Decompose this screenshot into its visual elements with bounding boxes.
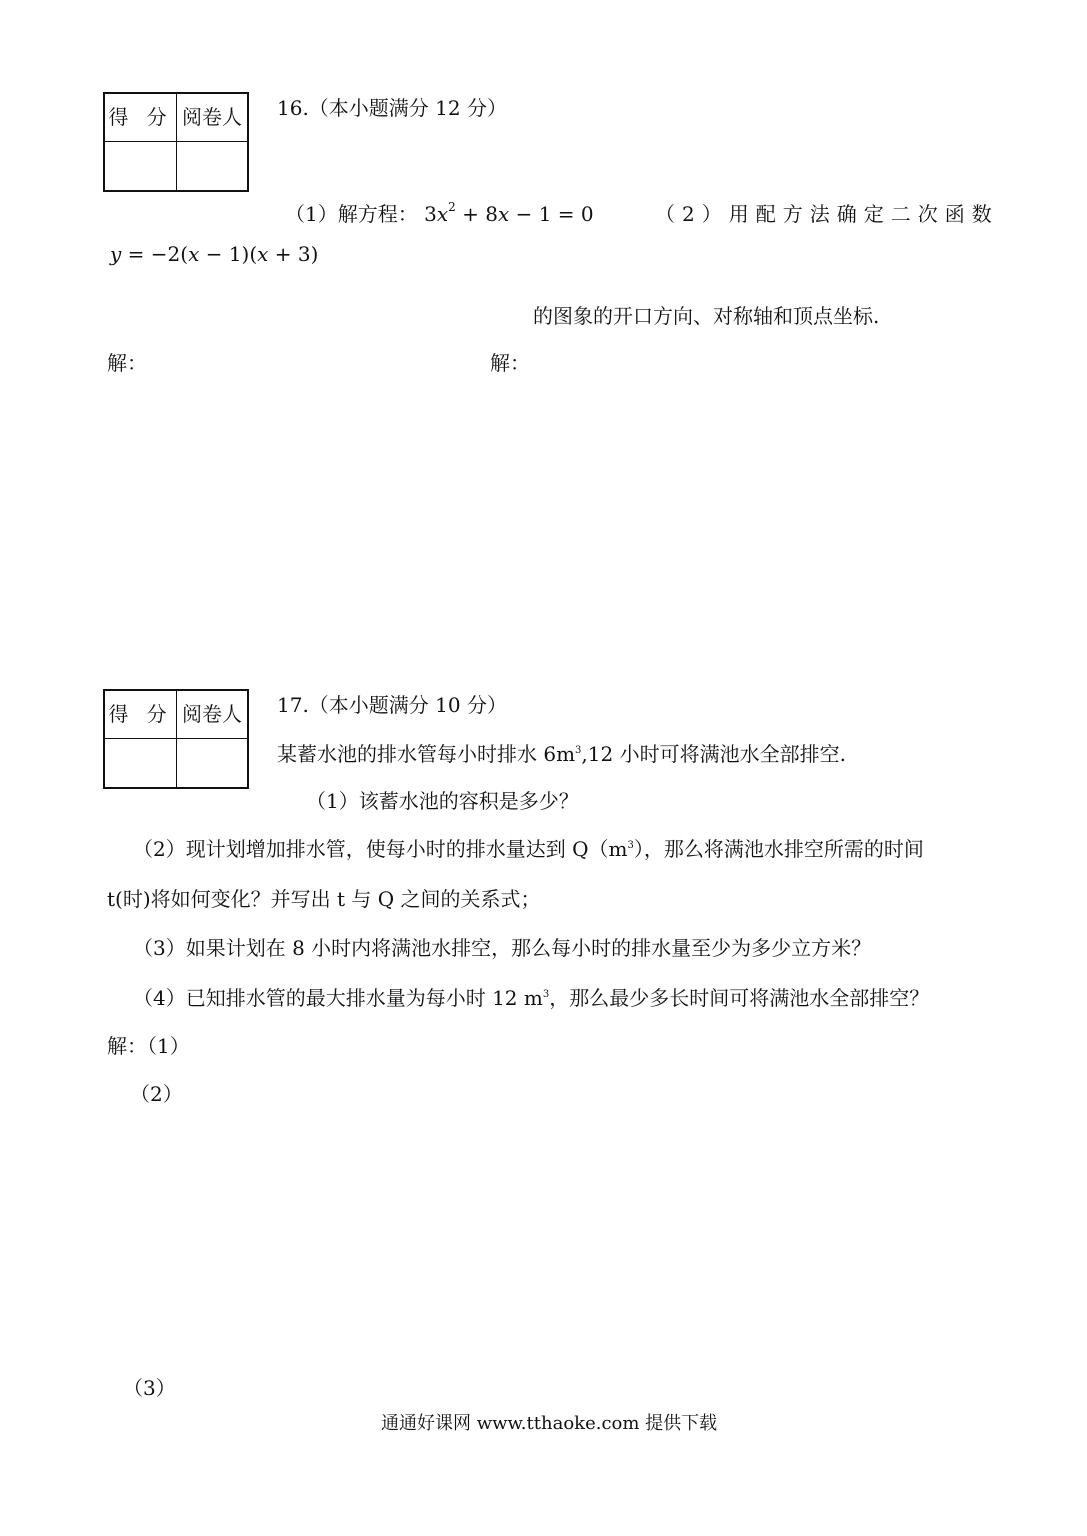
q17-answer-3: （3） xyxy=(123,1376,176,1400)
q16-equation: $3x^2 + 8x - 1 = 0$ xyxy=(424,200,594,226)
grader-label: 阅卷人 xyxy=(177,691,247,739)
q17-part3: （3）如果计划在 8 小时内将满池水排空，那么每小时的排水量至少为多少立方米？ xyxy=(133,936,872,960)
q16-answer-right: 解： xyxy=(490,351,530,375)
q17-title: 17.（本小题满分 10 分） xyxy=(277,693,507,717)
score-input-cell[interactable] xyxy=(105,739,177,787)
score-input-cell[interactable] xyxy=(105,142,177,190)
q17-part2-line2: t(时)将如何变化？并写出 t 与 Q 之间的关系式； xyxy=(107,887,541,911)
q17-answer-1: 解：（1） xyxy=(107,1034,190,1058)
q17-answer-2: （2） xyxy=(130,1082,183,1106)
score-label: 得 分 xyxy=(105,94,177,142)
score-table-16 xyxy=(103,92,249,192)
q16-part1 xyxy=(285,198,594,227)
q16-answer-left: 解： xyxy=(107,351,147,375)
q17-part4: （4）已知排水管的最大排水量为每小时 12 $m^3$，那么最少多长时间可将满池水全部排空？ xyxy=(133,986,930,1010)
grader-input-cell[interactable] xyxy=(177,142,247,190)
grader-label: 阅卷人 xyxy=(177,94,247,142)
score-table-17 xyxy=(103,689,249,789)
q16-part2: （2）用配方法确定二次函数 xyxy=(655,202,999,226)
q16-function: y = −2(x − 1)(x + 3) xyxy=(110,242,319,266)
grader-input-cell[interactable] xyxy=(177,739,247,787)
q16-part2-continue: 的图象的开口方向、对称轴和顶点坐标. xyxy=(533,304,880,328)
score-label: 得 分 xyxy=(105,691,177,739)
page-footer: 通通好课网 www.tthaoke.com 提供下载 xyxy=(381,1413,718,1434)
q16-part1-label: （1）解方程： xyxy=(285,202,418,226)
q16-title: 16.（本小题满分 12 分） xyxy=(277,96,507,120)
q17-intro: 某蓄水池的排水管每小时排水 $6m^3,12$ 小时可将满池水全部排空. xyxy=(277,742,846,766)
q17-part1: （1）该蓄水池的容积是多少？ xyxy=(306,789,579,813)
q17-part2-line1: （2）现计划增加排水管，使每小时的排水量达到 $Q(m^3)$，那么将满池水排空所需的时间 xyxy=(133,837,924,861)
